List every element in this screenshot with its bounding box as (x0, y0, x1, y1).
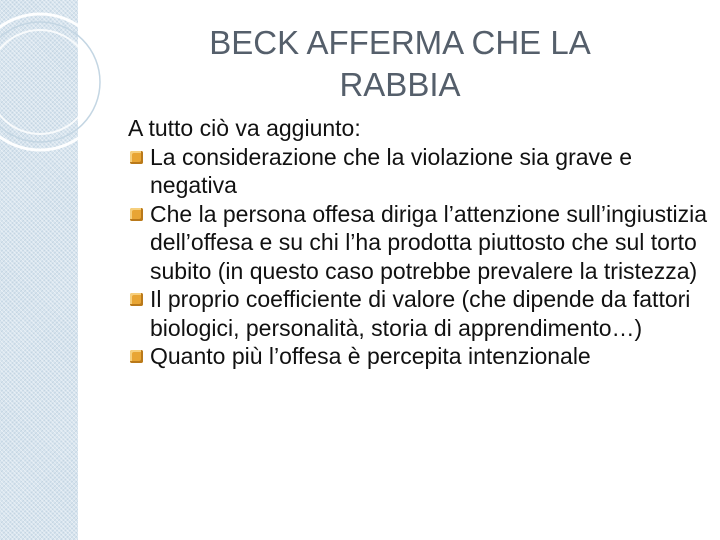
checkbox-bullet-icon (130, 151, 143, 164)
bullet-list (128, 143, 708, 371)
list-item-text: La considerazione che la violazione sia grave e negativa (150, 143, 633, 198)
list-item-text: Che la persona offesa diriga l’attenzione sull’ingiustizia dell’offesa e su chi l’ha prodotta piuttosto che sul torto subito (in questo caso potrebbe prevalere la tristezza) (150, 200, 708, 284)
checkbox-bullet-icon (130, 350, 143, 363)
list-item (128, 342, 708, 371)
checkbox-bullet-icon (130, 293, 143, 306)
list-item (128, 143, 708, 200)
slide-body (128, 114, 708, 371)
list-item-text: Il proprio coefficiente di valore (che dipende da fattori biologici, personalità, storia di apprendimento…) (150, 286, 691, 341)
slide-title: BECK AFFERMA CHE LA RABBIA (209, 24, 591, 103)
intro-text: A tutto ciò va aggiunto: (128, 115, 361, 141)
list-item (128, 200, 708, 286)
checkbox-bullet-icon (130, 208, 143, 221)
list-item-text: Quanto più l’offesa è percepita intenzionale (150, 343, 591, 369)
list-item (128, 285, 708, 342)
